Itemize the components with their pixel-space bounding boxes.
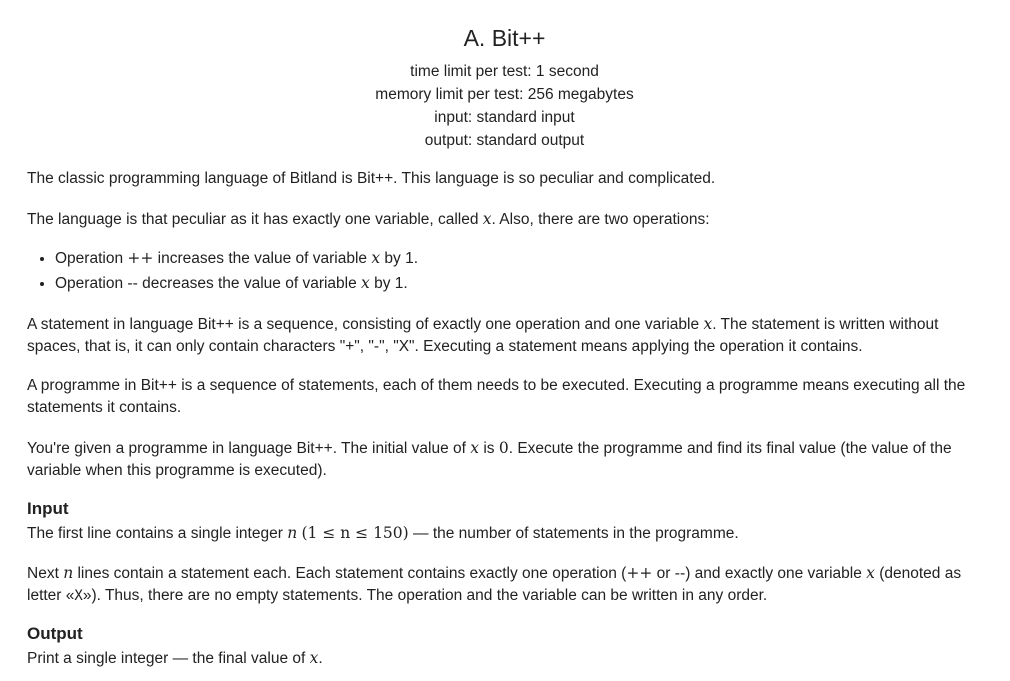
problem-header (27, 0, 982, 152)
output-file: output: standard output (424, 132, 585, 149)
text: increases the value of variable (153, 250, 372, 267)
statement-paragraph-4: A programme in Bit++ is a sequence of statements, each of them needs to be executed. Executing a programme means executing all the statements it contains. (27, 377, 966, 416)
text: . The statement is written without spaces, that is, it can only contain characters "+", "-", "X". Executing a statement means applying the operation it contains. (27, 316, 939, 355)
text: or (652, 565, 675, 582)
initial-value: 0 (498, 439, 509, 457)
statement-paragraph-5 (27, 437, 982, 482)
variable-x: x (866, 564, 875, 582)
statement-paragraph-3 (27, 313, 982, 358)
problem-title: A. Bit++ (463, 25, 546, 51)
variable-x: x (371, 249, 381, 267)
variable-x: x (309, 649, 319, 667)
text: . Also, there are two operations: (491, 211, 710, 228)
text: by 1. (380, 250, 419, 267)
memory-limit: memory limit per test: 256 megabytes (375, 86, 634, 103)
statement-paragraph-2 (27, 208, 982, 231)
text: — the number of statements in the programme. (408, 525, 739, 542)
list-item (55, 271, 982, 296)
variable-x: x (470, 439, 480, 457)
letter-x: X (74, 588, 83, 604)
text: is (479, 440, 499, 457)
text: . (318, 650, 323, 667)
variable-x: x (361, 274, 370, 292)
text: Print a single integer — the final value of (27, 650, 310, 667)
list-item (55, 246, 982, 271)
text: The first line contains a single integer (27, 525, 288, 542)
text: The language is that peculiar as it has exactly one variable, called (27, 211, 483, 228)
text: You're given a programme in language Bit++. The initial value of (27, 440, 471, 457)
time-limit: time limit per test: 1 second (410, 63, 599, 80)
text: »). Thus, there are no empty statements. The operation and the variable can be written in any order. (82, 587, 768, 604)
variable-n: n (287, 524, 298, 542)
text: (denoted as letter « (27, 565, 962, 604)
input-paragraph-1 (27, 522, 982, 545)
operator: ++ (626, 564, 653, 582)
operator: -- (674, 564, 686, 582)
text: . Execute the programme and find its final value (the value of the variable when this programme is executed). (27, 440, 952, 479)
output-paragraph-1 (27, 647, 982, 670)
input-specification (27, 498, 982, 607)
text: Operation (55, 250, 128, 267)
operator: ++ (127, 249, 154, 267)
variable-n: n (63, 564, 74, 582)
text: A statement in language Bit++ is a sequence, consisting of exactly one operation and one variable (27, 316, 704, 333)
text: Next (27, 565, 64, 582)
statement-paragraph-1: The classic programming language of Bitland is Bit++. This language is so peculiar and complicated. (27, 170, 716, 187)
text: Operation (55, 275, 128, 292)
input-heading: Input (27, 499, 69, 518)
variable-x: x (703, 315, 713, 333)
operator: -- (127, 274, 138, 292)
operations-list (27, 246, 982, 296)
text: lines contain a statement each. Each statement contains exactly one operation ( (73, 565, 627, 582)
text: ) and exactly one variable (685, 565, 867, 582)
text: by 1. (369, 275, 408, 292)
input-paragraph-2 (27, 562, 982, 607)
problem-statement (27, 168, 982, 482)
problem-limits (27, 60, 982, 152)
text: decreases the value of variable (137, 275, 362, 292)
output-heading: Output (27, 624, 83, 643)
n-constraint: (1 ≤ n ≤ 150) (301, 524, 409, 542)
variable-x: x (482, 210, 492, 228)
output-specification (27, 623, 982, 670)
input-file: input: standard input (434, 109, 575, 126)
